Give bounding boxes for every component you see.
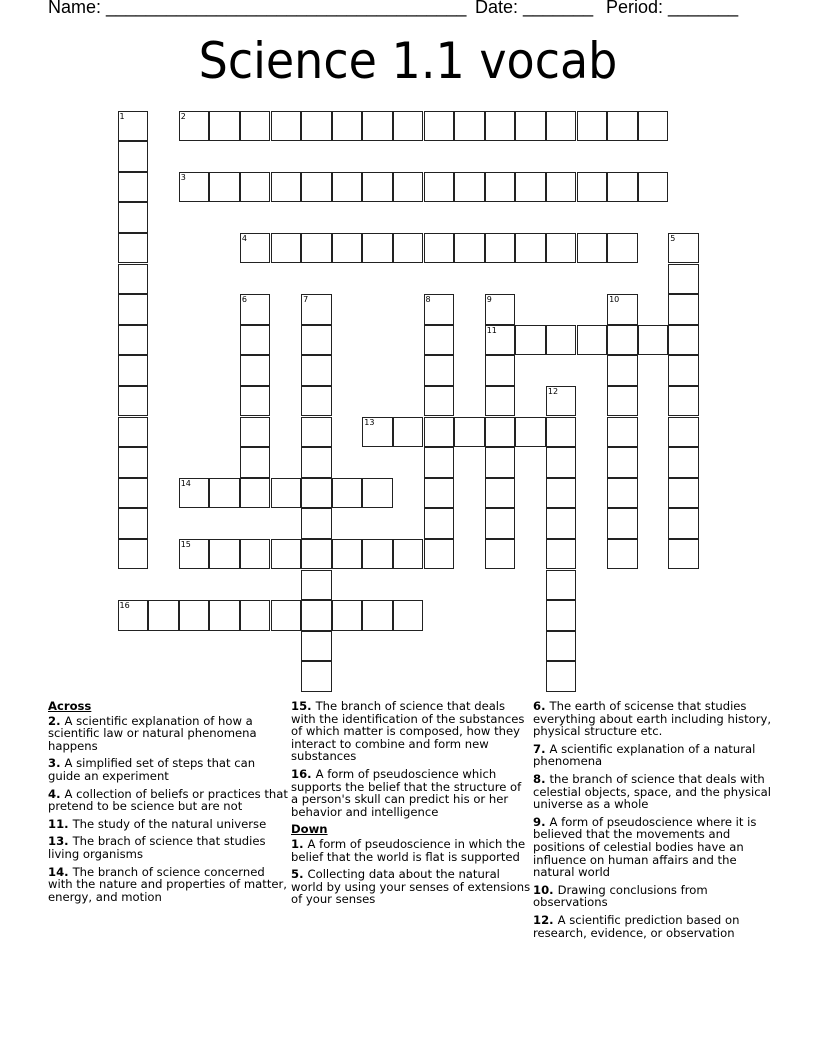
grid-cell[interactable]: [118, 202, 149, 233]
grid-cell[interactable]: [118, 386, 149, 417]
clue-number: 8: [425, 295, 431, 305]
grid-cell[interactable]: [546, 447, 577, 478]
grid-cell[interactable]: [118, 478, 149, 509]
grid-cell[interactable]: [546, 325, 577, 356]
clue-text: the branch of science that deals with celestial objects, space, and the physical universe as a whole: [533, 771, 771, 812]
grid-cell[interactable]: [607, 386, 638, 417]
date-field[interactable]: Date: _______: [475, 0, 594, 17]
grid-cell[interactable]: [362, 539, 393, 570]
grid-cell[interactable]: [668, 386, 699, 417]
grid-cell[interactable]: [668, 294, 699, 325]
grid-cell[interactable]: [209, 172, 240, 203]
grid-cell[interactable]: [638, 172, 669, 203]
clue-number: 2.: [48, 713, 65, 728]
grid-cell[interactable]: [607, 172, 638, 203]
grid-cell[interactable]: [118, 600, 149, 631]
clue-number: 4: [241, 233, 247, 243]
grid-cell[interactable]: [332, 172, 363, 203]
clue-across: [48, 818, 288, 831]
clue-number: 1.: [291, 836, 308, 851]
grid-cell[interactable]: [546, 570, 577, 601]
grid-cell[interactable]: [485, 478, 516, 509]
clue-number: 15.: [291, 699, 316, 713]
grid-cell[interactable]: [607, 539, 638, 570]
clue-number: 14.: [48, 864, 73, 879]
grid-cell[interactable]: [424, 539, 455, 570]
clue-number: 7.: [533, 741, 550, 756]
grid-cell[interactable]: [607, 233, 638, 264]
grid-cell[interactable]: [301, 386, 332, 417]
grid-cell[interactable]: [546, 539, 577, 570]
grid-cell[interactable]: [668, 539, 699, 570]
grid-cell[interactable]: [271, 111, 302, 142]
clue-number: 6.: [533, 699, 550, 713]
grid-cell[interactable]: [301, 294, 332, 325]
grid-cell[interactable]: [240, 355, 271, 386]
grid-cell[interactable]: [546, 600, 577, 631]
grid-cell[interactable]: [240, 417, 271, 448]
grid-cell[interactable]: [271, 172, 302, 203]
grid-cell[interactable]: [148, 600, 179, 631]
grid-cell[interactable]: [301, 600, 332, 631]
grid-cell[interactable]: [118, 141, 149, 172]
grid-cell[interactable]: [362, 111, 393, 142]
grid-cell[interactable]: [607, 417, 638, 448]
grid-cell[interactable]: [577, 172, 608, 203]
grid-cell[interactable]: [393, 539, 424, 570]
grid-cell[interactable]: [240, 539, 271, 570]
grid-cell[interactable]: [424, 111, 455, 142]
clue-number: 9: [486, 295, 492, 305]
grid-cell[interactable]: [393, 600, 424, 631]
grid-cell[interactable]: [424, 233, 455, 264]
grid-cell[interactable]: [638, 111, 669, 142]
clue-text: A form of pseudoscience where it is believed that the movements and positions of celestial bodies have an influence on human affairs and the natural world: [533, 814, 757, 880]
grid-cell[interactable]: [485, 355, 516, 386]
grid-cell[interactable]: [424, 294, 455, 325]
grid-cell[interactable]: [118, 233, 149, 264]
clue-text: A scientific prediction based on research, evidence, or observation: [533, 912, 740, 940]
grid-cell[interactable]: [332, 600, 363, 631]
grid-cell[interactable]: [209, 600, 240, 631]
clue-number: 10: [609, 295, 620, 305]
grid-cell[interactable]: [485, 294, 516, 325]
grid-cell[interactable]: [393, 111, 424, 142]
grid-cell[interactable]: [424, 508, 455, 539]
clue-down: [291, 838, 531, 863]
grid-cell[interactable]: [118, 447, 149, 478]
grid-cell[interactable]: [424, 172, 455, 203]
clue-down: [533, 743, 773, 768]
clue-across: [48, 715, 288, 753]
grid-cell[interactable]: [454, 172, 485, 203]
clue-text: Drawing conclusions from observations: [533, 882, 708, 910]
clue-number: 14: [180, 478, 191, 488]
grid-cell[interactable]: [118, 111, 149, 142]
grid-cell[interactable]: [607, 355, 638, 386]
grid-cell[interactable]: [301, 172, 332, 203]
grid-cell[interactable]: [301, 325, 332, 356]
clue-text: The branch of science that deals with the identification of the substances of which matter is composed, how they interact to combine and form new substances: [291, 699, 525, 764]
grid-cell[interactable]: [118, 417, 149, 448]
grid-cell[interactable]: [485, 172, 516, 203]
clue-across: [291, 700, 531, 763]
grid-cell[interactable]: [301, 508, 332, 539]
clue-across: [291, 768, 531, 818]
clue-number: 6: [241, 295, 247, 305]
grid-cell[interactable]: [485, 111, 516, 142]
clue-down: [533, 884, 773, 909]
clue-text: The earth of scicense that studies everything about earth including history, physical structure etc.: [533, 699, 772, 739]
clue-text: The branch of science concerned with the nature and properties of matter, energy, and motion: [48, 864, 287, 904]
grid-cell[interactable]: [271, 600, 302, 631]
grid-cell[interactable]: [393, 233, 424, 264]
grid-cell[interactable]: [332, 111, 363, 142]
clue-text: A form of pseudoscience which supports the belief that the structure of a person's skull can predict his or her behavior and intelligence: [291, 766, 522, 819]
clue-number: 11: [486, 325, 497, 335]
clue-number: 9.: [533, 814, 550, 829]
clue-text: A simplified set of steps that can guide an experiment: [48, 756, 256, 783]
grid-cell[interactable]: [240, 111, 271, 142]
grid-cell[interactable]: [301, 447, 332, 478]
clue-across: [48, 835, 288, 860]
grid-cell[interactable]: [668, 233, 699, 264]
clue-number: 13.: [48, 834, 73, 849]
grid-cell[interactable]: [240, 386, 271, 417]
grid-cell[interactable]: [240, 233, 271, 264]
grid-cell[interactable]: [301, 478, 332, 509]
name-field[interactable]: Name: ____________________________________: [48, 0, 467, 17]
grid-cell[interactable]: [546, 508, 577, 539]
clues-column-2: [291, 700, 531, 911]
period-field[interactable]: Period: _______: [606, 0, 739, 17]
clue-number: 16.: [291, 766, 316, 781]
clue-number: 12.: [533, 912, 558, 927]
grid-cell[interactable]: [209, 478, 240, 509]
grid-cell[interactable]: [607, 447, 638, 478]
grid-cell[interactable]: [118, 264, 149, 295]
grid-cell[interactable]: [301, 570, 332, 601]
clue-number: 12: [547, 386, 559, 396]
grid-cell[interactable]: [668, 478, 699, 509]
grid-cell[interactable]: [485, 539, 516, 570]
grid-cell[interactable]: [209, 539, 240, 570]
grid-cell[interactable]: [607, 325, 638, 356]
grid-cell[interactable]: [271, 478, 302, 509]
grid-cell[interactable]: [485, 447, 516, 478]
grid-cell[interactable]: [577, 233, 608, 264]
grid-cell[interactable]: [577, 325, 608, 356]
grid-cell[interactable]: [546, 631, 577, 662]
grid-cell[interactable]: [424, 355, 455, 386]
grid-cell[interactable]: [577, 111, 608, 142]
clue-text: A scientific explanation of a natural phenomena: [533, 741, 756, 769]
grid-cell[interactable]: [271, 539, 302, 570]
grid-cell[interactable]: [485, 508, 516, 539]
grid-cell[interactable]: [301, 233, 332, 264]
grid-cell[interactable]: [515, 172, 546, 203]
clue-number: 7: [303, 295, 309, 305]
grid-cell[interactable]: [546, 386, 577, 417]
clue-across: [48, 866, 288, 904]
grid-cell[interactable]: [424, 447, 455, 478]
clue-text: The brach of science that studies living organisms: [48, 834, 266, 861]
grid-cell[interactable]: [454, 111, 485, 142]
grid-cell[interactable]: [179, 111, 210, 142]
grid-cell[interactable]: [607, 294, 638, 325]
clue-across: [48, 757, 288, 782]
clue-number: 5: [670, 233, 676, 243]
grid-cell[interactable]: [332, 478, 363, 509]
grid-cell[interactable]: [240, 447, 271, 478]
clue-text: A scientific explanation of how a scientific law or natural phenomena happens: [48, 713, 257, 753]
clue-number: 2: [180, 111, 186, 121]
down-heading: Down: [291, 822, 328, 837]
clue-down: [533, 773, 773, 811]
clue-number: 10.: [533, 882, 558, 897]
grid-cell[interactable]: [668, 447, 699, 478]
grid-cell[interactable]: [332, 539, 363, 570]
grid-cell[interactable]: [668, 355, 699, 386]
grid-cell[interactable]: [607, 478, 638, 509]
grid-cell[interactable]: [301, 631, 332, 662]
grid-cell[interactable]: [454, 417, 485, 448]
grid-cell[interactable]: [424, 417, 455, 448]
grid-cell[interactable]: [393, 417, 424, 448]
clue-number: 16: [119, 601, 130, 611]
grid-cell[interactable]: [118, 508, 149, 539]
grid-cell[interactable]: [668, 325, 699, 356]
grid-cell[interactable]: [118, 539, 149, 570]
grid-cell[interactable]: [546, 111, 577, 142]
clue-text: Collecting data about the natural world by using your senses of extensions of your senses: [291, 867, 531, 907]
grid-cell[interactable]: [546, 233, 577, 264]
grid-cell[interactable]: [546, 661, 577, 692]
grid-cell[interactable]: [362, 600, 393, 631]
grid-cell[interactable]: [118, 355, 149, 386]
clue-number: 4.: [48, 786, 65, 801]
page-title: Science 1.1 vocab: [198, 32, 618, 90]
grid-cell[interactable]: [638, 325, 669, 356]
across-heading: Across: [48, 699, 92, 713]
clue-down: [533, 816, 773, 879]
clue-down: [533, 700, 773, 738]
grid-cell[interactable]: [424, 325, 455, 356]
grid-cell[interactable]: [393, 172, 424, 203]
grid-cell[interactable]: [515, 417, 546, 448]
grid-cell[interactable]: [118, 172, 149, 203]
grid-cell[interactable]: [209, 111, 240, 142]
clue-number: 8.: [533, 771, 550, 786]
clues-column-1: [48, 700, 288, 908]
grid-cell[interactable]: [362, 417, 393, 448]
grid-cell[interactable]: [118, 325, 149, 356]
grid-cell[interactable]: [301, 111, 332, 142]
grid-cell[interactable]: [179, 600, 210, 631]
grid-cell[interactable]: [668, 508, 699, 539]
grid-cell[interactable]: [424, 386, 455, 417]
grid-cell[interactable]: [485, 325, 516, 356]
grid-cell[interactable]: [454, 233, 485, 264]
clue-text: A form of pseudoscience in which the belief that the world is flat is supported: [291, 836, 526, 864]
grid-cell[interactable]: [240, 172, 271, 203]
grid-cell[interactable]: [668, 417, 699, 448]
grid-cell[interactable]: [301, 661, 332, 692]
grid-cell[interactable]: [546, 172, 577, 203]
grid-cell[interactable]: [118, 294, 149, 325]
grid-cell[interactable]: [515, 111, 546, 142]
clue-down: [291, 868, 531, 906]
grid-cell[interactable]: [332, 233, 363, 264]
grid-cell[interactable]: [515, 325, 546, 356]
clue-text: The study of the natural universe: [72, 816, 267, 831]
grid-cell[interactable]: [240, 600, 271, 631]
grid-cell[interactable]: [607, 508, 638, 539]
grid-cell[interactable]: [485, 233, 516, 264]
clue-number: 5.: [291, 867, 308, 882]
clue-number: 3: [180, 172, 186, 182]
clue-across: [48, 788, 288, 813]
grid-cell[interactable]: [301, 355, 332, 386]
grid-cell[interactable]: [179, 539, 210, 570]
grid-cell[interactable]: [179, 172, 210, 203]
grid-cell[interactable]: [179, 478, 210, 509]
grid-cell[interactable]: [485, 386, 516, 417]
grid-cell[interactable]: [515, 233, 546, 264]
grid-cell[interactable]: [668, 264, 699, 295]
clue-text: A collection of beliefs or practices that pretend to be science but are not: [48, 786, 288, 814]
grid-cell[interactable]: [271, 233, 302, 264]
grid-cell[interactable]: [240, 294, 271, 325]
grid-cell[interactable]: [362, 478, 393, 509]
grid-cell[interactable]: [362, 172, 393, 203]
clue-number: 1: [119, 111, 125, 121]
grid-cell[interactable]: [301, 417, 332, 448]
grid-cell[interactable]: [362, 233, 393, 264]
grid-cell[interactable]: [301, 539, 332, 570]
grid-cell[interactable]: [240, 325, 271, 356]
grid-cell[interactable]: [546, 417, 577, 448]
clues-column-3: [533, 700, 773, 944]
grid-cell[interactable]: [424, 478, 455, 509]
clue-number: 3.: [48, 756, 65, 771]
grid-cell[interactable]: [240, 478, 271, 509]
grid-cell[interactable]: [607, 111, 638, 142]
grid-cell[interactable]: [546, 478, 577, 509]
clue-number: 15: [180, 539, 191, 549]
clue-down: [533, 914, 773, 939]
clue-number: 13: [364, 417, 375, 427]
clue-number: 11.: [48, 816, 73, 831]
grid-cell[interactable]: [485, 417, 516, 448]
